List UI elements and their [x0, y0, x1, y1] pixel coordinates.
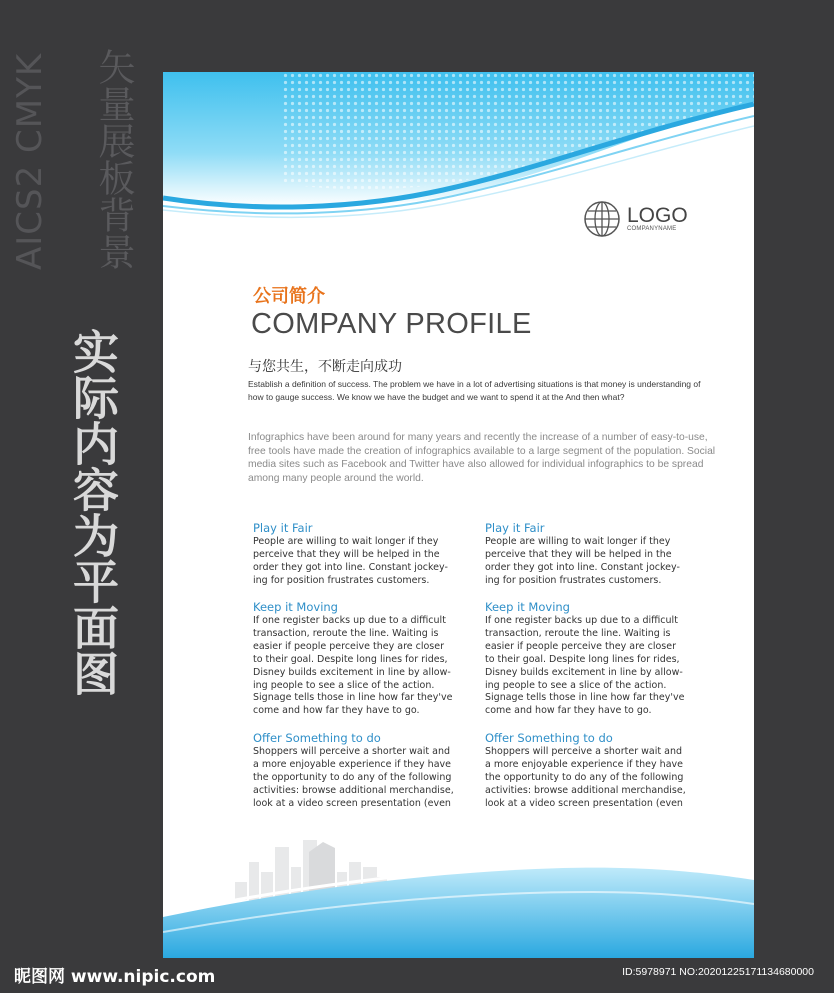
section-keep-it-moving — [485, 600, 684, 718]
section-keep-it-moving — [253, 600, 452, 718]
section-offer-something — [253, 731, 454, 811]
section-title: Keep it Moving — [253, 600, 338, 614]
globe-icon — [583, 200, 621, 238]
vertical-cn-small-label: 矢量展板背景 — [92, 48, 135, 270]
section-title: Play it Fair — [253, 521, 313, 535]
vertical-en-label: AICS2 CMYK — [10, 52, 50, 270]
section-body: Shoppers will perceive a shorter wait and a more enjoyable experience if they have the opportunity to do any of the following activities: browse additional merchandise, look at a video screen presentation (even — [485, 746, 686, 809]
section-body: People are willing to wait longer if they perceive that they will be helped in the order they got into line. Constant jockey- ing for position frustrates customers. — [485, 536, 680, 586]
vertical-cn-big-label: 实际内容为平面图 — [66, 328, 120, 696]
section-offer-something — [485, 731, 686, 811]
section-body: If one register backs up due to a difficult transaction, reroute the line. Waiting is easier if people perceive they are closer to their goal. Despite long lines for rides, Disney builds excitement in line by allow- ing people to see a slice of the action. Signage tells those in line how far they've come and how far they have to go. — [253, 615, 453, 717]
section-title: Play it Fair — [485, 521, 545, 535]
section-title: Offer Something to do — [485, 731, 613, 745]
en-title: COMPANY PROFILE — [251, 308, 532, 340]
section-play-it-fair — [253, 521, 448, 588]
watermark-site: 昵图网 www.nipic.com — [14, 967, 216, 987]
subtitle: 与您共生，不断走向成功 — [248, 359, 402, 375]
section-play-it-fair — [485, 521, 680, 588]
section-body: Shoppers will perceive a shorter wait and a more enjoyable experience if they have the opportunity to do any of the following activities: browse additional merchandise, look at a video screen presentation (even — [253, 746, 454, 809]
section-title: Keep it Moving — [485, 600, 570, 614]
watermark-id: ID:5978971 NO:20201225171134680000 — [622, 966, 814, 978]
cn-title: 公司简介 — [253, 286, 325, 307]
logo-company-name: COMPANYNAME — [627, 226, 677, 232]
section-body: People are willing to wait longer if they perceive that they will be helped in the order they got into line. Constant jockey- ing for position frustrates customers. — [253, 536, 448, 586]
logo — [583, 200, 688, 238]
section-title: Offer Something to do — [253, 731, 381, 745]
section-body: If one register backs up due to a difficult transaction, reroute the line. Waiting is easier if people perceive they are closer to their goal. Despite long lines for rides, Disney builds excitement in line by allow- ing people to see a slice of the action. Signage tells those in line how far they've come and how far they have to go. — [485, 615, 685, 717]
intro-paragraph-1: Establish a definition of success. The problem we have in a lot of advertising situations is that money is understanding of how to gauge success. We know we have the budget and we want to spend it at the And then what? — [248, 379, 701, 402]
logo-text: LOGO — [627, 204, 688, 227]
poster — [163, 72, 754, 958]
intro-paragraph-2: Infographics have been around for many years and recently the increase of a number of easy-to-use, free tools have made the creation of infographics available to a large segment of the population. Social media sites such as Facebook and Twitter have also allowed for individual infographics to be spread among many people around the world. — [248, 432, 716, 484]
